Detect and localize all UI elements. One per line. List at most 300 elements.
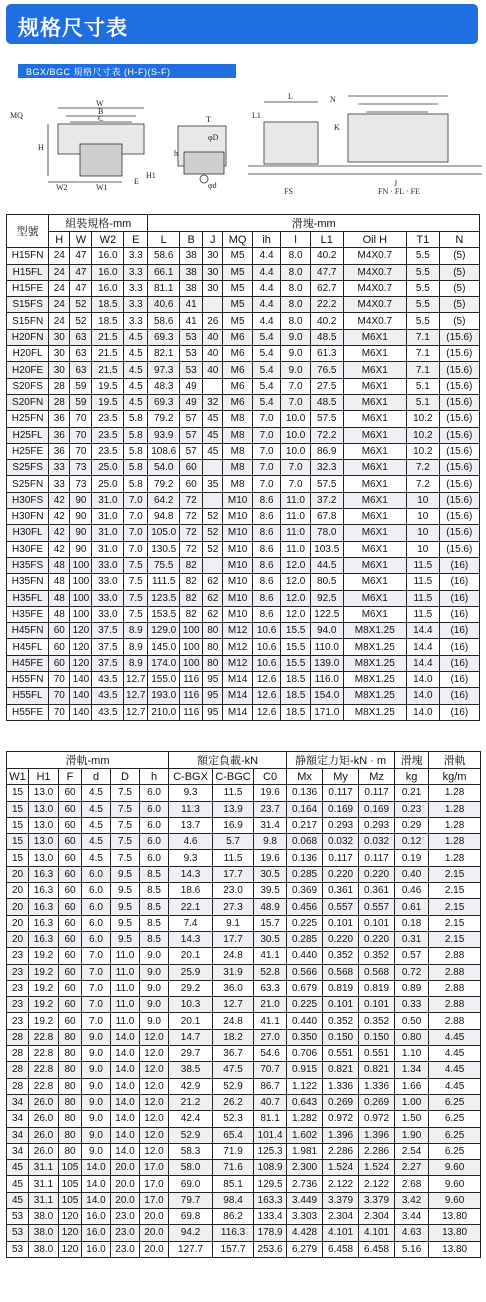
table-cell: 3.379 xyxy=(323,1192,359,1208)
table-cell: 18.5 xyxy=(281,704,311,720)
table-cell: 40 xyxy=(203,346,223,362)
table-cell: 101.4 xyxy=(254,1127,287,1143)
table-cell: 23 xyxy=(7,948,29,964)
table-cell: 11.0 xyxy=(111,1013,140,1029)
table-cell: 28 xyxy=(7,1029,29,1045)
table-cell: 33 xyxy=(49,476,70,492)
table-cell: H15FE xyxy=(7,280,49,296)
table-cell: 22.8 xyxy=(29,1062,59,1078)
table-cell: 6.279 xyxy=(287,1241,323,1257)
rail-weight-header: 滑軌 xyxy=(429,752,481,769)
column-header: B xyxy=(180,232,203,248)
table-cell: M4X0.7 xyxy=(343,313,406,329)
table-cell: 8.6 xyxy=(252,541,280,557)
table-cell: 60 xyxy=(59,866,82,882)
table-cell: 1.396 xyxy=(323,1127,359,1143)
diagram-label-w1: W1 xyxy=(96,183,108,192)
table-cell: 12.0 xyxy=(281,574,311,590)
table-cell: 7.1 xyxy=(406,329,439,345)
table-cell: 90 xyxy=(70,509,92,525)
table-cell: 1.524 xyxy=(359,1160,395,1176)
table-cell: M6 xyxy=(223,394,253,410)
table-cell: 0.706 xyxy=(287,1046,323,1062)
diagram-label-phi-d-lower: φd xyxy=(208,181,217,190)
table-cell: 15.7 xyxy=(254,915,287,931)
table-cell: 86.9 xyxy=(310,443,343,459)
table-cell: 9.3 xyxy=(169,850,213,866)
column-header: D xyxy=(111,769,140,785)
table-cell: 93.9 xyxy=(148,427,180,443)
table-row xyxy=(7,362,480,378)
table-cell: 12.0 xyxy=(140,1029,169,1045)
table-cell: M6X1 xyxy=(343,394,406,410)
table-cell: 60 xyxy=(59,931,82,947)
table-cell: 7.0 xyxy=(82,964,111,980)
table-cell: 9.0 xyxy=(82,1111,111,1127)
table-cell: 26 xyxy=(203,313,223,329)
table-cell: 53 xyxy=(180,346,203,362)
table-cell: 52 xyxy=(70,297,92,313)
table-cell: 0.821 xyxy=(323,1062,359,1078)
table-cell: (5) xyxy=(439,264,479,280)
table-cell: 0.220 xyxy=(323,931,359,947)
table-cell: 31.1 xyxy=(29,1192,59,1208)
table-cell: 2.300 xyxy=(287,1160,323,1176)
table-cell: 23.0 xyxy=(111,1209,140,1225)
table-row xyxy=(7,1209,481,1225)
table-cell: 4.45 xyxy=(429,1078,481,1094)
moment-group-header: 静額定力矩-kN · m xyxy=(287,752,395,769)
table-row xyxy=(7,1013,481,1029)
table-cell: 120 xyxy=(59,1241,82,1257)
table-cell: 9.0 xyxy=(140,997,169,1013)
table-cell: H30FE xyxy=(7,541,49,557)
table-cell: 108.6 xyxy=(148,443,180,459)
table-cell: 94.0 xyxy=(310,623,343,639)
table-cell: (16) xyxy=(439,590,479,606)
table-cell: 116.3 xyxy=(213,1225,254,1241)
table-cell: 7.0 xyxy=(252,411,280,427)
table-cell: 36.7 xyxy=(213,1046,254,1062)
table-cell: 41 xyxy=(180,313,203,329)
table-cell: 100 xyxy=(70,574,92,590)
table-cell: 81.1 xyxy=(148,280,180,296)
table-cell: 120 xyxy=(70,639,92,655)
table-cell: 82 xyxy=(180,557,203,573)
table-cell: 0.819 xyxy=(323,980,359,996)
table-cell: 0.31 xyxy=(395,931,429,947)
table-cell: M6X1 xyxy=(343,411,406,427)
table-cell: 7.5 xyxy=(111,785,140,801)
table-cell: 80 xyxy=(59,1143,82,1159)
table-cell: 7.0 xyxy=(124,492,148,508)
table-cell: 42.4 xyxy=(169,1111,213,1127)
table-cell: 79.2 xyxy=(148,476,180,492)
table-cell: 62.7 xyxy=(310,280,343,296)
table-cell: 16.0 xyxy=(92,248,124,264)
table-cell: M5 xyxy=(223,297,253,313)
table-cell: 24 xyxy=(49,280,70,296)
table-cell: 155.0 xyxy=(148,672,180,688)
table-cell: M6 xyxy=(223,346,253,362)
table-cell: 5.4 xyxy=(252,346,280,362)
table-cell: 33 xyxy=(49,460,70,476)
table-cell: 40 xyxy=(203,329,223,345)
table-cell: 80 xyxy=(59,1046,82,1062)
table-cell: 42 xyxy=(49,525,70,541)
table-cell: 133.4 xyxy=(254,1209,287,1225)
table-cell: 0.80 xyxy=(395,1029,429,1045)
table-cell: M6X1 xyxy=(343,443,406,459)
table-cell: 2.122 xyxy=(359,1176,395,1192)
table-cell xyxy=(203,378,223,394)
table-cell: 18.5 xyxy=(92,297,124,313)
table-cell: 5.5 xyxy=(406,280,439,296)
table-row xyxy=(7,346,480,362)
table-cell: H55FE xyxy=(7,704,49,720)
table-cell: 9.0 xyxy=(82,1029,111,1045)
table-cell: 9.5 xyxy=(111,899,140,915)
table-cell: 16.9 xyxy=(213,817,254,833)
table-cell: 4.63 xyxy=(395,1225,429,1241)
table-cell: 15 xyxy=(7,850,29,866)
table-cell: 8.0 xyxy=(281,248,311,264)
table-cell: 6.0 xyxy=(82,899,111,915)
table-cell: 14.0 xyxy=(406,688,439,704)
table-cell: 40.6 xyxy=(148,297,180,313)
table-cell: (5) xyxy=(439,280,479,296)
table-cell: 4.4 xyxy=(252,280,280,296)
table-cell: H35FS xyxy=(7,557,49,573)
table-cell: M6X1 xyxy=(343,362,406,378)
table-cell: M12 xyxy=(223,623,253,639)
table-cell: 59 xyxy=(70,394,92,410)
table-cell: 14.0 xyxy=(111,1078,140,1094)
table-cell: 0.117 xyxy=(323,785,359,801)
table-cell: 52.8 xyxy=(254,964,287,980)
table-cell: 1.28 xyxy=(429,817,481,833)
table-cell: 20.0 xyxy=(111,1176,140,1192)
table-cell: 4.5 xyxy=(124,329,148,345)
table-cell: 7.0 xyxy=(281,476,311,492)
table-cell: 9.60 xyxy=(429,1176,481,1192)
table-cell: H15FL xyxy=(7,264,49,280)
table-cell: 49 xyxy=(180,394,203,410)
table-cell: 37.5 xyxy=(92,639,124,655)
table-cell: 58.3 xyxy=(169,1143,213,1159)
table-cell: 1.28 xyxy=(429,785,481,801)
diagram-label-h-lower: h xyxy=(174,149,178,158)
table-row xyxy=(7,248,480,264)
table-cell: 7.0 xyxy=(281,460,311,476)
table-cell: 10.0 xyxy=(281,427,311,443)
table-cell: 10.2 xyxy=(406,411,439,427)
table-cell: 5.7 xyxy=(213,834,254,850)
table-cell: 0.557 xyxy=(359,899,395,915)
table-cell: H25FN xyxy=(7,411,49,427)
table-cell: 12.0 xyxy=(281,590,311,606)
table-cell: 16.3 xyxy=(29,915,59,931)
table-cell: 82 xyxy=(180,590,203,606)
table-cell: 12.6 xyxy=(252,704,280,720)
table-cell: 6.0 xyxy=(140,785,169,801)
table-cell: 60 xyxy=(59,850,82,866)
table-cell: 7.2 xyxy=(406,476,439,492)
table-cell: 0.50 xyxy=(395,1013,429,1029)
table-cell: 43.5 xyxy=(92,704,124,720)
table-cell: 6.0 xyxy=(140,834,169,850)
table-cell: 8.9 xyxy=(124,623,148,639)
table-cell: 22.1 xyxy=(169,899,213,915)
table-cell: 8.0 xyxy=(281,297,311,313)
table-cell: 0.72 xyxy=(395,964,429,980)
table-cell: 0.57 xyxy=(395,948,429,964)
diagram-label-l: L xyxy=(288,92,293,101)
table-cell: 23.5 xyxy=(92,411,124,427)
table-cell: 70 xyxy=(49,688,70,704)
table-cell: 41.1 xyxy=(254,948,287,964)
table-cell: 20.0 xyxy=(111,1192,140,1208)
table-cell: 0.150 xyxy=(359,1029,395,1045)
table-cell: M6X1 xyxy=(343,557,406,573)
table-row xyxy=(7,557,480,573)
block-group-header: 滑塊-mm xyxy=(148,215,480,232)
table-cell: 1.28 xyxy=(429,801,481,817)
table-cell: 26.0 xyxy=(29,1094,59,1110)
table-cell: 4.5 xyxy=(124,378,148,394)
table-cell: M8 xyxy=(223,427,253,443)
table-cell: 60 xyxy=(59,785,82,801)
table-cell: 19.2 xyxy=(29,964,59,980)
table-cell: 7.0 xyxy=(82,948,111,964)
table-cell: 45 xyxy=(7,1176,29,1192)
table-row xyxy=(7,655,480,671)
table-cell: 7.5 xyxy=(124,590,148,606)
table-cell: 120 xyxy=(59,1225,82,1241)
diagram-label-n: N xyxy=(330,95,336,104)
table-cell: 23 xyxy=(7,980,29,996)
table-row xyxy=(7,850,481,866)
table-cell: 45 xyxy=(203,443,223,459)
table-cell: 48 xyxy=(49,574,70,590)
table-cell: 7.5 xyxy=(111,834,140,850)
table-cell: 16.0 xyxy=(82,1241,111,1257)
diagram-label-t: T xyxy=(206,115,211,124)
table-cell: 18.2 xyxy=(213,1029,254,1045)
table-cell: 71.9 xyxy=(213,1143,254,1159)
rail-diagram xyxy=(8,82,482,202)
table-cell: M8X1.25 xyxy=(343,688,406,704)
table-cell: 129.5 xyxy=(254,1176,287,1192)
table-cell: 11.5 xyxy=(213,850,254,866)
table-cell: 19.5 xyxy=(92,394,124,410)
table-cell: 14.0 xyxy=(111,1111,140,1127)
table-cell: 0.220 xyxy=(359,866,395,882)
table-cell: 122.5 xyxy=(310,606,343,622)
table-cell: 0.557 xyxy=(323,899,359,915)
table-cell: M8 xyxy=(223,443,253,459)
table-cell: 80 xyxy=(59,1127,82,1143)
table-cell: 27.5 xyxy=(310,378,343,394)
table-cell: 71.6 xyxy=(213,1160,254,1176)
table-cell: 1.90 xyxy=(395,1127,429,1143)
table-cell: 7.0 xyxy=(252,443,280,459)
table-cell: 0.551 xyxy=(323,1046,359,1062)
table-cell: M5 xyxy=(223,248,253,264)
table-cell: 11.0 xyxy=(111,980,140,996)
table-cell: 0.352 xyxy=(359,1013,395,1029)
table-cell: 48 xyxy=(49,590,70,606)
table-cell: 0.915 xyxy=(287,1062,323,1078)
table-cell: 4.5 xyxy=(124,394,148,410)
block-weight-header: 滑塊 xyxy=(395,752,429,769)
table-cell: 125.3 xyxy=(254,1143,287,1159)
table-cell: 110.0 xyxy=(310,639,343,655)
table-cell: 12.0 xyxy=(140,1062,169,1078)
table-cell: 40.2 xyxy=(310,313,343,329)
table-cell: 52 xyxy=(203,525,223,541)
table-cell: 69.8 xyxy=(169,1209,213,1225)
table-cell: 6.0 xyxy=(82,915,111,931)
table-cell: 12.0 xyxy=(140,1078,169,1094)
table-cell: 70 xyxy=(70,427,92,443)
table-cell: 23.7 xyxy=(254,801,287,817)
table-cell: 7.0 xyxy=(252,460,280,476)
table-cell: 6.0 xyxy=(140,801,169,817)
table-cell: 25.0 xyxy=(92,476,124,492)
table-cell: 14.4 xyxy=(406,655,439,671)
table-cell: 7.0 xyxy=(252,427,280,443)
table-cell: 6.458 xyxy=(359,1241,395,1257)
column-header: L1 xyxy=(310,232,343,248)
table-cell: 14.0 xyxy=(111,1094,140,1110)
table-cell: 69.3 xyxy=(148,329,180,345)
table-cell: 6.0 xyxy=(140,817,169,833)
table-row xyxy=(7,980,481,996)
table-cell: 73 xyxy=(70,460,92,476)
table-row xyxy=(7,801,481,817)
table-cell: 4.45 xyxy=(429,1062,481,1078)
table-cell: 103.5 xyxy=(310,541,343,557)
column-header: T1 xyxy=(406,232,439,248)
table-cell: 34 xyxy=(7,1143,29,1159)
table-cell: 28 xyxy=(7,1078,29,1094)
table-cell: 0.352 xyxy=(323,1013,359,1029)
table-row xyxy=(7,541,480,557)
table-row xyxy=(7,1192,481,1208)
table-cell: (16) xyxy=(439,574,479,590)
table-cell: 30 xyxy=(49,362,70,378)
table-cell: M10 xyxy=(223,525,253,541)
table-cell: M6X1 xyxy=(343,460,406,476)
table-cell: 19.5 xyxy=(92,378,124,394)
table-row xyxy=(7,411,480,427)
table-cell: (15.6) xyxy=(439,443,479,459)
table-cell: 9.0 xyxy=(140,948,169,964)
table-cell: 0.61 xyxy=(395,899,429,915)
table-cell: 67.8 xyxy=(310,509,343,525)
table-cell: 70 xyxy=(49,704,70,720)
table-cell: 21.5 xyxy=(92,362,124,378)
table-cell: 53 xyxy=(180,329,203,345)
table-cell: 16.3 xyxy=(29,899,59,915)
table-cell: 22.8 xyxy=(29,1046,59,1062)
table-cell: 18.5 xyxy=(281,672,311,688)
table-cell: 9.0 xyxy=(140,1013,169,1029)
table-cell: 171.0 xyxy=(310,704,343,720)
column-header: L xyxy=(148,232,180,248)
table-cell: 7.2 xyxy=(406,460,439,476)
table-cell: 8.5 xyxy=(140,931,169,947)
table-cell: 2.15 xyxy=(429,915,481,931)
table-cell: 62 xyxy=(203,606,223,622)
table-cell: 34 xyxy=(7,1094,29,1110)
table-cell: 16.0 xyxy=(82,1209,111,1225)
table-cell: 1.66 xyxy=(395,1078,429,1094)
table-cell: 120 xyxy=(70,623,92,639)
table-cell: 63 xyxy=(70,329,92,345)
table-cell: 1.34 xyxy=(395,1062,429,1078)
column-header: W1 xyxy=(7,769,29,785)
table-cell: 1.524 xyxy=(323,1160,359,1176)
table-row xyxy=(7,623,480,639)
table-cell: 20.0 xyxy=(140,1225,169,1241)
table-cell: 11.0 xyxy=(281,509,311,525)
load-rating-table xyxy=(6,751,481,1258)
table-cell: 5.1 xyxy=(406,378,439,394)
table-cell: 14.3 xyxy=(169,931,213,947)
table-cell: 25.9 xyxy=(169,964,213,980)
table-row xyxy=(7,964,481,980)
table-cell: 11.0 xyxy=(111,997,140,1013)
table-cell: 80.5 xyxy=(310,574,343,590)
table-cell: 100 xyxy=(70,557,92,573)
table-cell: 6.0 xyxy=(82,883,111,899)
table-cell: 0.566 xyxy=(287,964,323,980)
table-cell: 9.5 xyxy=(111,915,140,931)
table-cell: (16) xyxy=(439,704,479,720)
table-row xyxy=(7,280,480,296)
table-cell: 2.54 xyxy=(395,1143,429,1159)
table-cell: 6.25 xyxy=(429,1127,481,1143)
table-cell: 31.9 xyxy=(213,964,254,980)
table-cell: M8 xyxy=(223,460,253,476)
table-cell: 24 xyxy=(49,313,70,329)
table-cell: 140 xyxy=(70,688,92,704)
table-cell: 8.6 xyxy=(252,492,280,508)
table-cell: H55FL xyxy=(7,688,49,704)
table-cell: 80 xyxy=(59,1078,82,1094)
table-cell: 0.12 xyxy=(395,834,429,850)
table-cell: 4.5 xyxy=(82,834,111,850)
table-cell: 30 xyxy=(203,248,223,264)
table-cell: 60 xyxy=(49,655,70,671)
table-cell: 7.0 xyxy=(82,1013,111,1029)
table-cell: 120 xyxy=(59,1209,82,1225)
table-cell: M6X1 xyxy=(343,427,406,443)
table-cell: 178.9 xyxy=(254,1225,287,1241)
table-cell: 36 xyxy=(49,443,70,459)
table-cell: 5.16 xyxy=(395,1241,429,1257)
table-cell: 97.3 xyxy=(148,362,180,378)
page-title: 规格尺寸表 xyxy=(6,4,478,44)
table-cell: 111.5 xyxy=(148,574,180,590)
table-cell: 9.60 xyxy=(429,1160,481,1176)
table-cell: M6X1 xyxy=(343,606,406,622)
table-cell: M10 xyxy=(223,541,253,557)
table-cell: 7.0 xyxy=(252,476,280,492)
table-row xyxy=(7,329,480,345)
